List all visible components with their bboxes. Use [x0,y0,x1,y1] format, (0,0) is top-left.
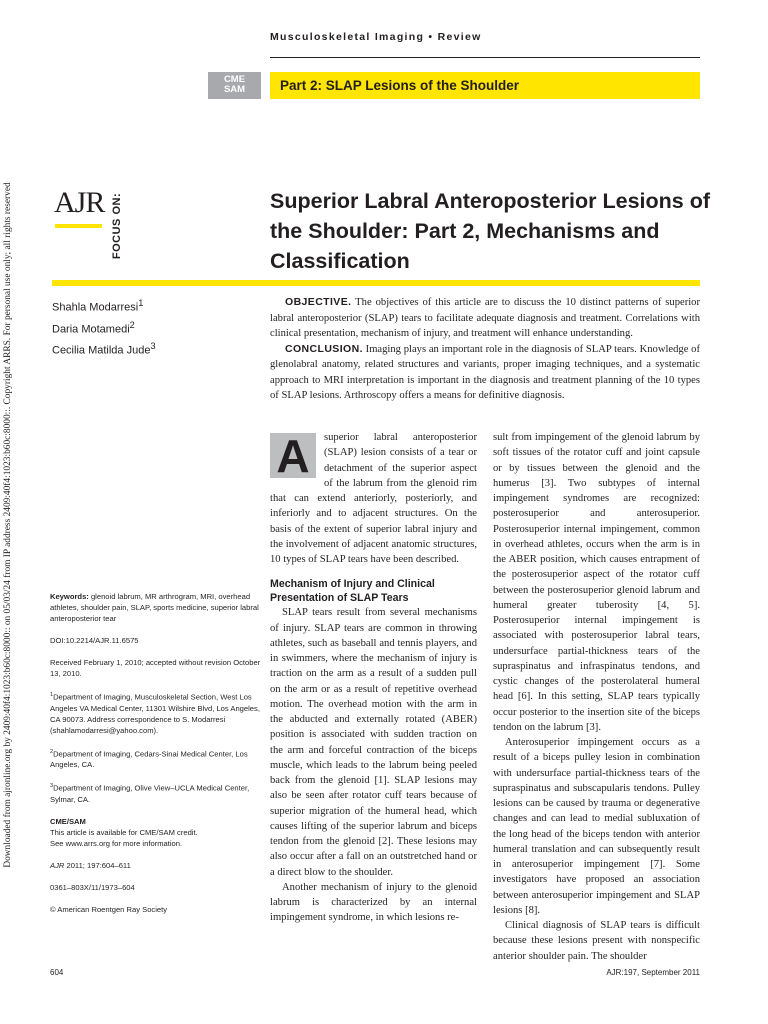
intro-paragraph: superior labral anteroposterior (SLAP) lesion consists of a tear or detachment of the superior aspect of the labrum from the glenoid rim that can extend anteriorly, posteriorly, and inferiorly and to adjacent structures. On the basis of the extent of superior labral injury and the involvement of adjacent anatomic structures, 10 types of SLAP tears have been described. [270,432,477,565]
conclusion-text: Imaging plays an important role in the diagnosis of SLAP tears. Knowledge of glenolabral anatomy, related structures and variants, proper imaging techniques, and a systematic approach to MRI interpretation is important in the diagnosis and treatment planning of the 10 types of SLAP lesions. Arthroscopy offers a means for definitive diagnosis. [270,343,700,401]
author: Shahla Modarresi$^1$ [52,298,144,314]
body-paragraph: Anterosuperior impingement occurs as a result of a biceps pulley lesion in combination with undersurface partial-thickness tears of the supraspinatus and subscapularis tendons. Pulley lesions can be caused by trauma or degenerative changes and can lead to medial subluxation of the long head of the biceps tendon with anterior humeral translation and can subsequently result in anterosuperior impingement [7]. Some investigators have proposed an association between anterosuperior impingement and SLAP lesions [8]. [493,737,700,916]
body-column-1 [270,430,477,926]
logo-accent-bar [55,224,102,228]
logo-focus-wrap [108,186,126,266]
body-paragraph: Clinical diagnosis of SLAP tears is difficult because these lesions present with nonspecific anterior shoulder pain. The shoulder [493,920,700,962]
title-rule [52,280,700,286]
citation: AJR 2011; 197:604–611 [50,860,131,870]
journal-issue: AJR:197, September 2011 [606,968,700,977]
objective-text: The objectives of this article are to discuss the 10 distinct patterns of superior labral anteroposterior (SLAP) tears to facilitate adequate diagnosis and treatment. Correlations with clinical presentation, mechanism of injury, and treatment will enhance understanding. [270,297,700,339]
body-column-2 [493,430,700,964]
logo-focus-text: FOCUS ON: [111,192,123,260]
abstract [270,295,700,404]
author: Daria Motamedi$^2$ [52,319,135,336]
abstract-objective [270,295,700,342]
conclusion-label: CONCLUSION. [285,342,363,355]
copyright: © American Roentgen Ray Society [50,904,168,914]
article-info-sidebar [50,591,262,926]
badge-line-2: SAM [223,84,246,95]
part-title: Part 2: SLAP Lesions of the Shoulder [270,72,700,99]
cme-sam-badge [208,72,261,99]
header-rule [270,57,700,58]
section-header: Musculoskeletal Imaging • Review [270,31,482,43]
body-paragraph: sult from impingement of the glenoid labrum by soft tissues of the rotator cuff and joint capsule or by tissues between the glenoid and the humerus [3]. Two subtypes of internal impingement syndromes are recognized: posterosuperior and anterosuperior. Posterosuperior internal impingement, common in overhead athletes, occurs when the arm is in the ABER position, which causes entrapment of the posterosuperior aspect of the rotator cuff between the posterosuperior glenoid labrum and humeral greater tuberosity [4, 5]. Posterosuperior internal impingement is associated with posterosuperior labral tears, undersurface partial-thickness tears of the supraspinatus and infraspinatus tendons, and cystic changes of the posterolateral humeral head [6]. In this setting, SLAP tears typically occur posterior to the insertion site of the biceps tendon on the labrum [3]. [493,432,700,733]
cme-info: CME/SAM This article is available for CME/SAM credit. See www.arrs.org for more information. [50,816,198,848]
doi: DOI:10.2214/AJR.11.6575 [50,636,139,645]
affiliation-3: $^3$Department of Imaging, Olive View–UCLA Medical Center, Sylmar, CA. [50,783,250,804]
affiliation-2: $^2$Department of Imaging, Cedars-Sinai Medical Center, Los Angeles, CA. [50,748,248,770]
abstract-conclusion [270,342,700,404]
logo-ajr-text: AJR [54,186,105,219]
received-date: Received February 1, 2010; accepted without revision October 13, 2010. [50,658,261,678]
drop-cap: A [270,433,316,478]
body-paragraph: Another mechanism of injury to the glenoid labrum is characterized by an internal impingement syndrome, in which lesions re- [270,881,477,924]
page-number: 604 [50,968,64,977]
download-notice [0,130,16,920]
objective-label: OBJECTIVE. [285,296,352,308]
ajr-focus-on-logo [52,186,132,272]
author: Cecilia Matilda Jude$^3$ [52,341,156,357]
badge-line-1: CME [223,74,246,85]
article-title: Superior Labral Anteroposterior Lesions of the Shoulder: Part 2, Mechanisms and Classification [270,189,711,273]
section-heading: Mechanism of Injury and Clinical Presentation of SLAP Tears [270,578,435,604]
download-notice-text: Downloaded from ajronline.org by 2409:40f4:1023:b60c:8000:: on 05/03/24 from IP address 2409:40f4:1023:b60c:8000::. Copyright ARRS. For personal use only; all rights reserved [3,182,13,868]
affiliation-1: $^1$Department of Imaging, Musculoskeletal Section, West Los Angeles VA Medical Center, 11301 Wilshire Blvd, Los Angeles, CA 90073. Address correspondence to S. Modarresi (shahlamodarresi@yahoo.com). [50,692,260,735]
author-list [52,295,156,360]
body-paragraph: SLAP tears result from several mechanisms of injury. SLAP tears are common in throwing athletes, such as baseball and tennis players, and in swimmers, where the mechanism of injury is traction on the arm as a result of a sudden pull on the arm or as a result of repetitive overhead motion. The overhead motion with the arm in the abducted and externally rotated (ABER) position is associated with sudden traction on the arm and forceful contraction of the biceps muscle, which leads to the labrum being peeled back from the glenoid [1]. SLAP lesions may also be seen after rotator cuff tears because of superior migration of the humeral head, which causes lifting of the superior labrum and biceps tendon from the glenoid [2]. These lesions may also occur after a fall on an outstretched hand or a direct blow to the shoulder. [270,607,477,878]
keywords: Keywords: glenoid labrum, MR arthrogram, MRI, overhead athletes, shoulder pain, SLAP, sports medicine, superior labral anteroposterior tear [50,592,259,623]
issn: 0361–803X/11/1973–604 [50,882,135,892]
